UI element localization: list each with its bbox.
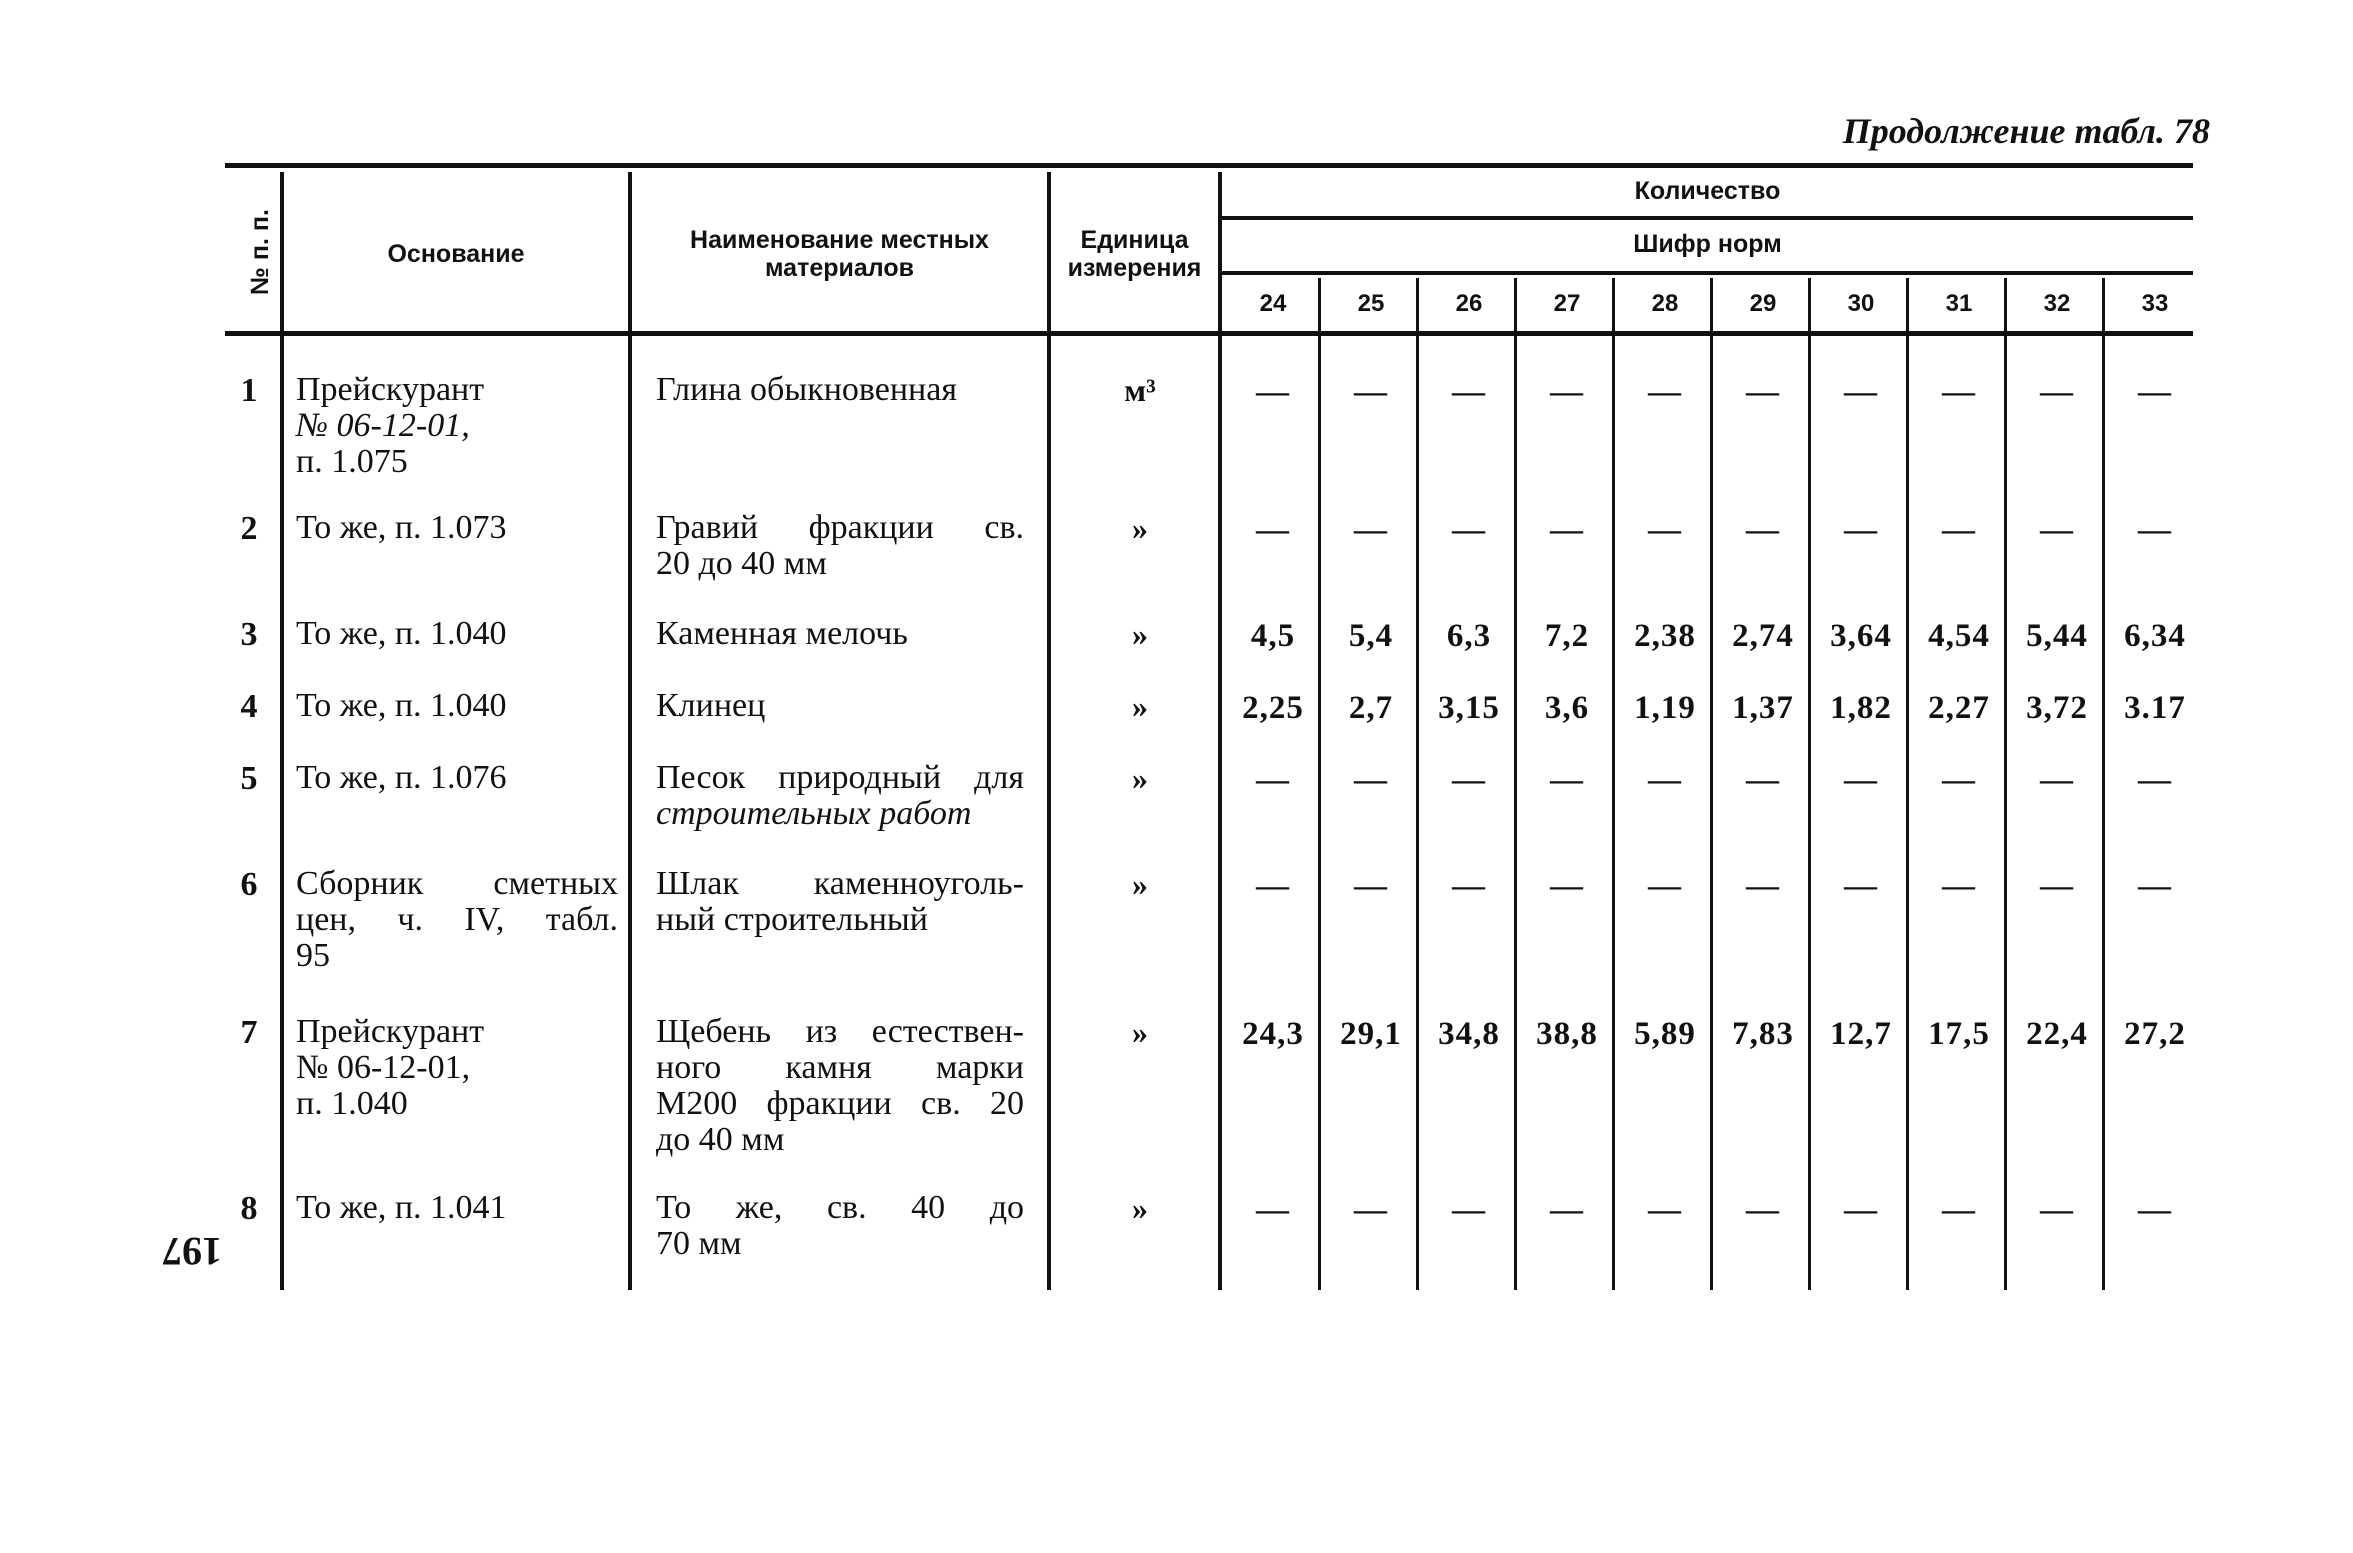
quantity-cell: — (2138, 512, 2172, 548)
norm-code-24: 24 (1259, 290, 1287, 317)
quantity-cell: 3,64 (1830, 618, 1892, 654)
row-number: 2 (240, 510, 258, 547)
header-row-number: № п. п. (246, 209, 274, 295)
column-divider (1047, 172, 1051, 1290)
quantity-cell: — (1354, 374, 1388, 410)
header-unit (1051, 226, 1218, 282)
basis-line: цен, ч. IV, табл. (296, 901, 618, 938)
material-line: ного камня марки (656, 1049, 1024, 1086)
material-cell (656, 372, 1024, 408)
quantity-rule (1222, 216, 2193, 220)
page-number: 197 (162, 1229, 222, 1274)
quantity-cell: 29,1 (1340, 1016, 1402, 1052)
basis-line: № 06-12-01, (296, 407, 470, 444)
header-material-line: Наименование местных (690, 226, 989, 254)
material-line: ный строительный (656, 901, 928, 938)
basis-line: Прейскурант (296, 1013, 485, 1050)
unit-cell: » (1132, 866, 1148, 902)
unit-cell: » (1132, 1014, 1148, 1050)
quantity-cell: 34,8 (1438, 1016, 1500, 1052)
quantity-cell: — (1746, 868, 1780, 904)
quantity-cell: — (1648, 374, 1682, 410)
material-cell (656, 760, 1024, 832)
norm-code-rule (1222, 271, 2193, 275)
header-unit-line: измерения (1067, 254, 1202, 282)
material-cell (656, 866, 1024, 938)
quantity-cell: — (2138, 374, 2172, 410)
quantity-cell: 2,27 (1928, 690, 1990, 726)
quantity-cell: — (2040, 512, 2074, 548)
quantity-cell: — (1746, 1192, 1780, 1228)
norm-code-divider (1808, 278, 1811, 1290)
quantity-cell: — (1452, 512, 1486, 548)
quantity-cell: — (1844, 1192, 1878, 1228)
quantity-cell: 22,4 (2026, 1016, 2088, 1052)
quantity-cell: — (1256, 1192, 1290, 1228)
norm-code-divider (1710, 278, 1713, 1290)
material-cell (656, 616, 1024, 652)
norm-code-divider (2004, 278, 2007, 1290)
material-line: Песок природный для (656, 759, 1024, 796)
norm-code-27: 27 (1553, 290, 1581, 317)
row-number: 6 (240, 866, 258, 903)
basis-line: 95 (296, 937, 330, 974)
norm-code-divider (1318, 278, 1321, 1290)
quantity-cell: — (2138, 868, 2172, 904)
material-line: до 40 мм (656, 1121, 785, 1158)
header-material (632, 226, 1047, 282)
header-quantity: Количество (1634, 177, 1781, 205)
quantity-cell: — (1844, 868, 1878, 904)
quantity-cell: — (1452, 1192, 1486, 1228)
material-line: 70 мм (656, 1225, 742, 1262)
quantity-cell: 12,7 (1830, 1016, 1892, 1052)
row-number: 5 (240, 760, 258, 797)
quantity-cell: — (1256, 868, 1290, 904)
quantity-cell: — (1550, 512, 1584, 548)
quantity-cell: 2,38 (1634, 618, 1696, 654)
quantity-cell: — (1452, 868, 1486, 904)
quantity-cell: — (2138, 762, 2172, 798)
quantity-cell: 5,4 (1348, 618, 1394, 654)
header-unit-line: Единица (1080, 226, 1189, 254)
quantity-cell: 3,15 (1438, 690, 1500, 726)
quantity-cell: — (2040, 1192, 2074, 1228)
column-divider (280, 172, 284, 1290)
quantity-cell: — (1354, 868, 1388, 904)
basis-line: То же, п. 1.073 (296, 509, 507, 546)
quantity-cell: 2,74 (1732, 618, 1794, 654)
quantity-cell: 7,2 (1544, 618, 1590, 654)
basis-line: То же, п. 1.041 (296, 1189, 507, 1226)
norm-code-32: 32 (2043, 290, 2071, 317)
quantity-cell: — (1550, 374, 1584, 410)
quantity-cell: — (1452, 762, 1486, 798)
quantity-cell: 1,82 (1830, 690, 1892, 726)
header-bottom-rule (225, 331, 2193, 336)
quantity-cell: 7,83 (1732, 1016, 1794, 1052)
basis-line: п. 1.040 (296, 1085, 408, 1122)
quantity-cell: — (1550, 1192, 1584, 1228)
material-line: Глина обыкновенная (656, 371, 957, 408)
quantity-cell: — (1256, 512, 1290, 548)
basis-line: № 06-12-01, (296, 1049, 471, 1086)
norm-code-divider (1612, 278, 1615, 1290)
basis-line: То же, п. 1.040 (296, 687, 507, 724)
quantity-cell: — (1942, 374, 1976, 410)
norm-code-divider (1906, 278, 1909, 1290)
quantity-cell: — (2040, 762, 2074, 798)
material-line: Шлак каменноуголь- (656, 865, 1024, 902)
unit-cell: » (1132, 760, 1148, 796)
quantity-cell: — (1648, 762, 1682, 798)
quantity-cell: 24,3 (1242, 1016, 1304, 1052)
unit-cell: » (1132, 1190, 1148, 1226)
row-number: 1 (240, 372, 258, 409)
quantity-cell: 2,25 (1242, 690, 1304, 726)
quantity-cell: — (2040, 868, 2074, 904)
material-line: Каменная мелочь (656, 615, 908, 652)
basis-line: п. 1.075 (296, 443, 408, 480)
row-number: 4 (240, 688, 258, 725)
quantity-cell: 1,19 (1634, 690, 1696, 726)
quantity-cell: — (1942, 1192, 1976, 1228)
unit-cell: » (1132, 616, 1148, 652)
material-cell (656, 510, 1024, 582)
quantity-cell: — (2040, 374, 2074, 410)
header-basis: Основание (387, 240, 525, 268)
norm-code-33: 33 (2141, 290, 2169, 317)
quantity-cell: 1,37 (1732, 690, 1794, 726)
basis-cell (296, 688, 618, 724)
quantity-cell: — (1354, 512, 1388, 548)
quantity-cell: — (1844, 512, 1878, 548)
quantity-cell: — (1844, 374, 1878, 410)
basis-cell (296, 760, 618, 796)
quantity-cell: 27,2 (2124, 1016, 2186, 1052)
material-cell (656, 1014, 1024, 1158)
quantity-cell: — (1746, 374, 1780, 410)
material-line: Клинец (656, 687, 766, 724)
material-cell (656, 688, 1024, 724)
quantity-cell: — (1354, 762, 1388, 798)
basis-cell (296, 616, 618, 652)
quantity-cell: — (1256, 374, 1290, 410)
quantity-cell: 6,3 (1446, 618, 1492, 654)
material-line: Щебень из естествен- (656, 1013, 1024, 1050)
quantity-cell: 4,5 (1250, 618, 1296, 654)
quantity-cell: — (1942, 762, 1976, 798)
norm-code-30: 30 (1847, 290, 1875, 317)
norm-code-divider (2102, 278, 2105, 1290)
material-line: строительных работ (656, 795, 972, 832)
basis-cell (296, 372, 618, 480)
basis-line: То же, п. 1.040 (296, 615, 507, 652)
norm-code-25: 25 (1357, 290, 1385, 317)
quantity-cell: 5,44 (2026, 618, 2088, 654)
row-number: 3 (240, 616, 258, 653)
material-line: Гравий фракции св. (656, 509, 1024, 546)
quantity-cell: — (1256, 762, 1290, 798)
material-cell (656, 1190, 1024, 1262)
quantity-cell: — (1354, 1192, 1388, 1228)
quantity-cell: — (1648, 1192, 1682, 1228)
material-line: То же, св. 40 до (656, 1189, 1024, 1226)
basis-line: Сборник сметных (296, 865, 618, 902)
table-top-rule (225, 163, 2193, 168)
basis-cell (296, 866, 618, 974)
norm-code-29: 29 (1749, 290, 1777, 317)
quantity-cell: — (1648, 512, 1682, 548)
unit-cell: » (1132, 688, 1148, 724)
table-caption: Продолжение табл. 78 (1842, 111, 2210, 151)
column-divider (1218, 172, 1222, 1290)
quantity-cell: — (1942, 512, 1976, 548)
quantity-cell: 5,89 (1634, 1016, 1696, 1052)
unit-cell: » (1132, 510, 1148, 546)
header-material-line: материалов (765, 254, 914, 282)
basis-line: Прейскурант (296, 371, 485, 408)
quantity-cell: — (1550, 762, 1584, 798)
quantity-cell: — (1648, 868, 1682, 904)
norm-code-31: 31 (1945, 290, 1973, 317)
quantity-cell: 3.17 (2124, 690, 2186, 726)
row-number: 7 (240, 1014, 258, 1051)
quantity-cell: — (1452, 374, 1486, 410)
material-line: М200 фракции св. 20 (656, 1085, 1024, 1122)
quantity-cell: 4,54 (1928, 618, 1990, 654)
norm-code-divider (1514, 278, 1517, 1290)
quantity-cell: 6,34 (2124, 618, 2186, 654)
unit-cell: м³ (1124, 372, 1156, 408)
header-norm-code: Шифр норм (1633, 230, 1782, 258)
row-number: 8 (240, 1190, 258, 1227)
quantity-cell: — (1942, 868, 1976, 904)
quantity-cell: — (1550, 868, 1584, 904)
quantity-cell: — (1746, 762, 1780, 798)
quantity-cell: — (2138, 1192, 2172, 1228)
basis-cell (296, 1014, 618, 1122)
quantity-cell: 38,8 (1536, 1016, 1598, 1052)
basis-cell (296, 1190, 618, 1226)
quantity-cell: 2,7 (1348, 690, 1394, 726)
norm-code-26: 26 (1455, 290, 1483, 317)
basis-cell (296, 510, 618, 546)
quantity-cell: — (1746, 512, 1780, 548)
material-line: 20 до 40 мм (656, 545, 827, 582)
basis-line: То же, п. 1.076 (296, 759, 507, 796)
quantity-cell: 3,6 (1544, 690, 1590, 726)
quantity-cell: 3,72 (2026, 690, 2088, 726)
norm-code-divider (1416, 278, 1419, 1290)
quantity-cell: 17,5 (1928, 1016, 1990, 1052)
column-divider (628, 172, 632, 1290)
quantity-cell: — (1844, 762, 1878, 798)
norm-code-28: 28 (1651, 290, 1679, 317)
